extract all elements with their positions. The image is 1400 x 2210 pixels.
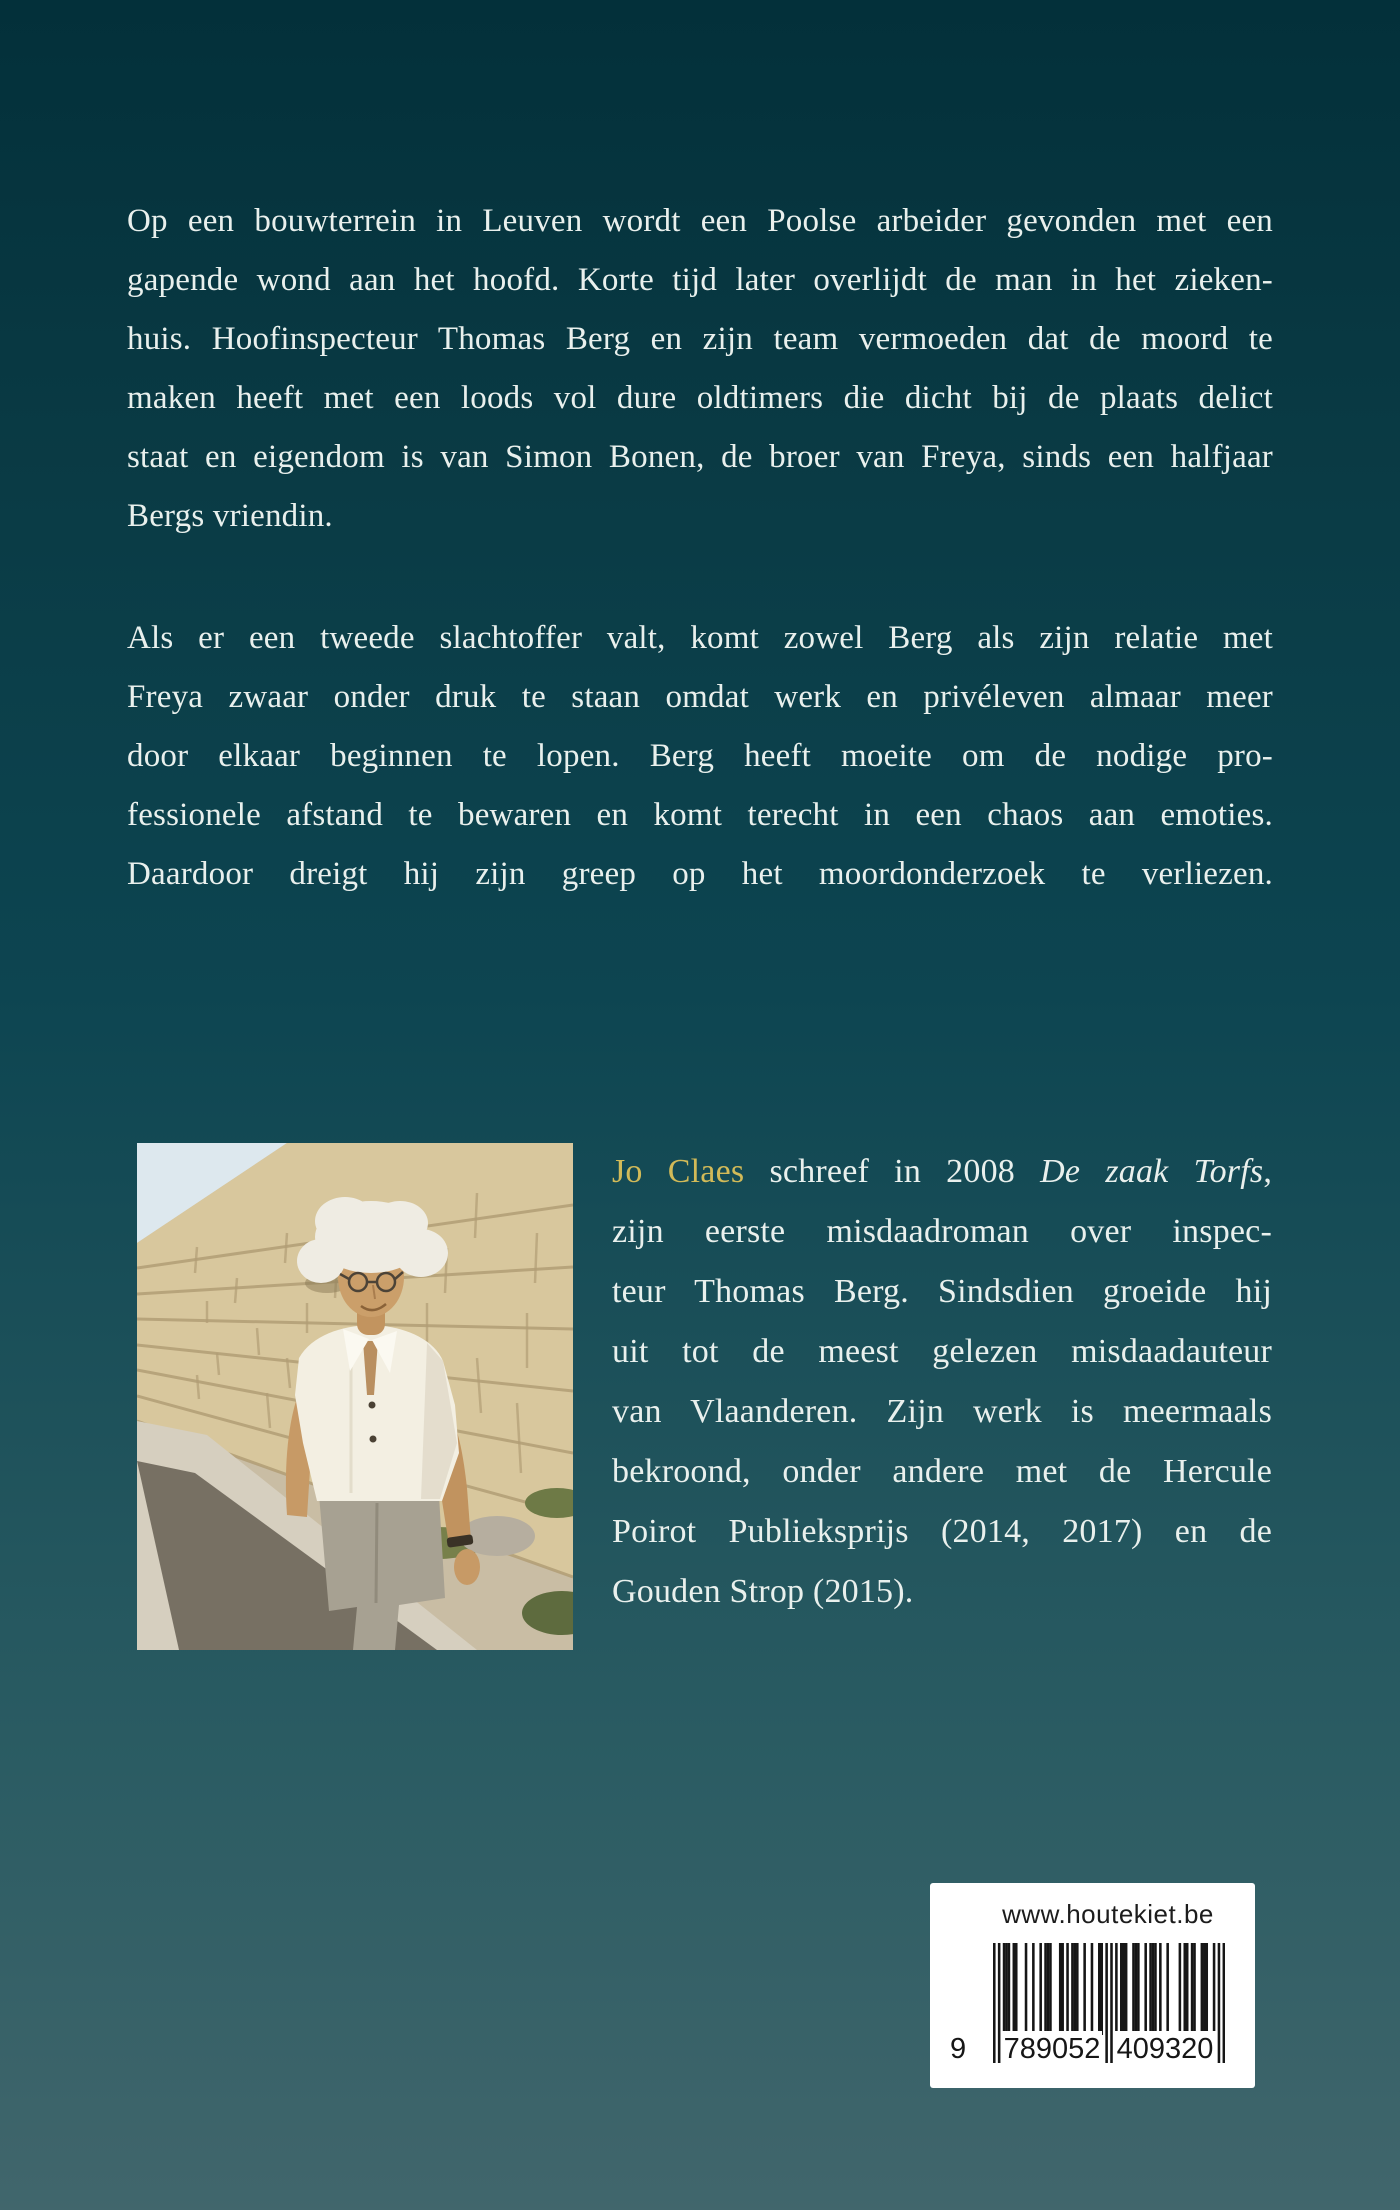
synopsis-line: door elkaar beginnen te lopen. Berg heeft moeite om de nodige pro- bbox=[127, 738, 1273, 774]
isbn-digit-group: 789052 bbox=[1003, 2033, 1101, 2065]
synopsis-line: maken heeft met een loods vol dure oldtimers die dicht bij de plaats delict bbox=[127, 380, 1273, 416]
book-title: De zaak Torfs bbox=[1040, 1153, 1264, 1190]
bio-line: van Vlaanderen. Zijn werk is meermaals bbox=[612, 1393, 1272, 1430]
isbn-digits bbox=[930, 2031, 1255, 2071]
isbn-digit-group: 409320 bbox=[1114, 2031, 1216, 2067]
author-photo-illustration bbox=[137, 1143, 573, 1650]
bio-text: schreef in 2008 bbox=[744, 1153, 1041, 1190]
author-name: Jo Claes bbox=[612, 1153, 745, 1190]
bio-text: , bbox=[1263, 1153, 1273, 1190]
publisher-website: www.houtekiet.be bbox=[1002, 1899, 1214, 1929]
synopsis-line: gapende wond aan het hoofd. Korte tijd later overlijdt de man in het zieken- bbox=[127, 262, 1273, 298]
isbn-digit-group: 9 bbox=[946, 2031, 986, 2067]
synopsis-line: staat en eigendom is van Simon Bonen, de broer van Freya, sinds een halfjaar bbox=[127, 439, 1273, 475]
synopsis-line: Bergs vriendin. bbox=[127, 498, 333, 534]
bio-line: zijn eerste misdaadroman over inspec- bbox=[612, 1213, 1272, 1250]
synopsis-paragraph-1 bbox=[127, 192, 1273, 546]
bio-line: Gouden Strop (2015). bbox=[612, 1573, 914, 1610]
author-photo bbox=[137, 1143, 573, 1650]
bio-line: bekroond, onder andere met de Hercule bbox=[612, 1453, 1272, 1490]
bio-line: uit tot de meest gelezen misdaadauteur bbox=[612, 1333, 1272, 1370]
synopsis-line: fessionele afstand te bewaren en komt terecht in een chaos aan emoties. bbox=[127, 797, 1273, 833]
synopsis-line: huis. Hoofinspecteur Thomas Berg en zijn team vermoeden dat de moord te bbox=[127, 321, 1273, 357]
bio-line bbox=[612, 1142, 1272, 1202]
synopsis-paragraph-2 bbox=[127, 609, 1273, 904]
synopsis-line: Als er een tweede slachtoffer valt, komt zowel Berg als zijn relatie met bbox=[127, 620, 1273, 656]
barcode-label bbox=[930, 1883, 1255, 2088]
bio-line: Poirot Publieksprijs (2014, 2017) en de bbox=[612, 1513, 1272, 1550]
synopsis-line: Daardoor dreigt hij zijn greep op het moordonderzoek te verliezen. bbox=[127, 856, 1273, 892]
bio-line: teur Thomas Berg. Sindsdien groeide hij bbox=[612, 1273, 1272, 1310]
author-bio bbox=[612, 1142, 1272, 1622]
synopsis-line: Freya zwaar onder druk te staan omdat werk en privéleven almaar meer bbox=[127, 679, 1273, 715]
synopsis-line: Op een bouwterrein in Leuven wordt een Poolse arbeider gevonden met een bbox=[127, 203, 1273, 239]
